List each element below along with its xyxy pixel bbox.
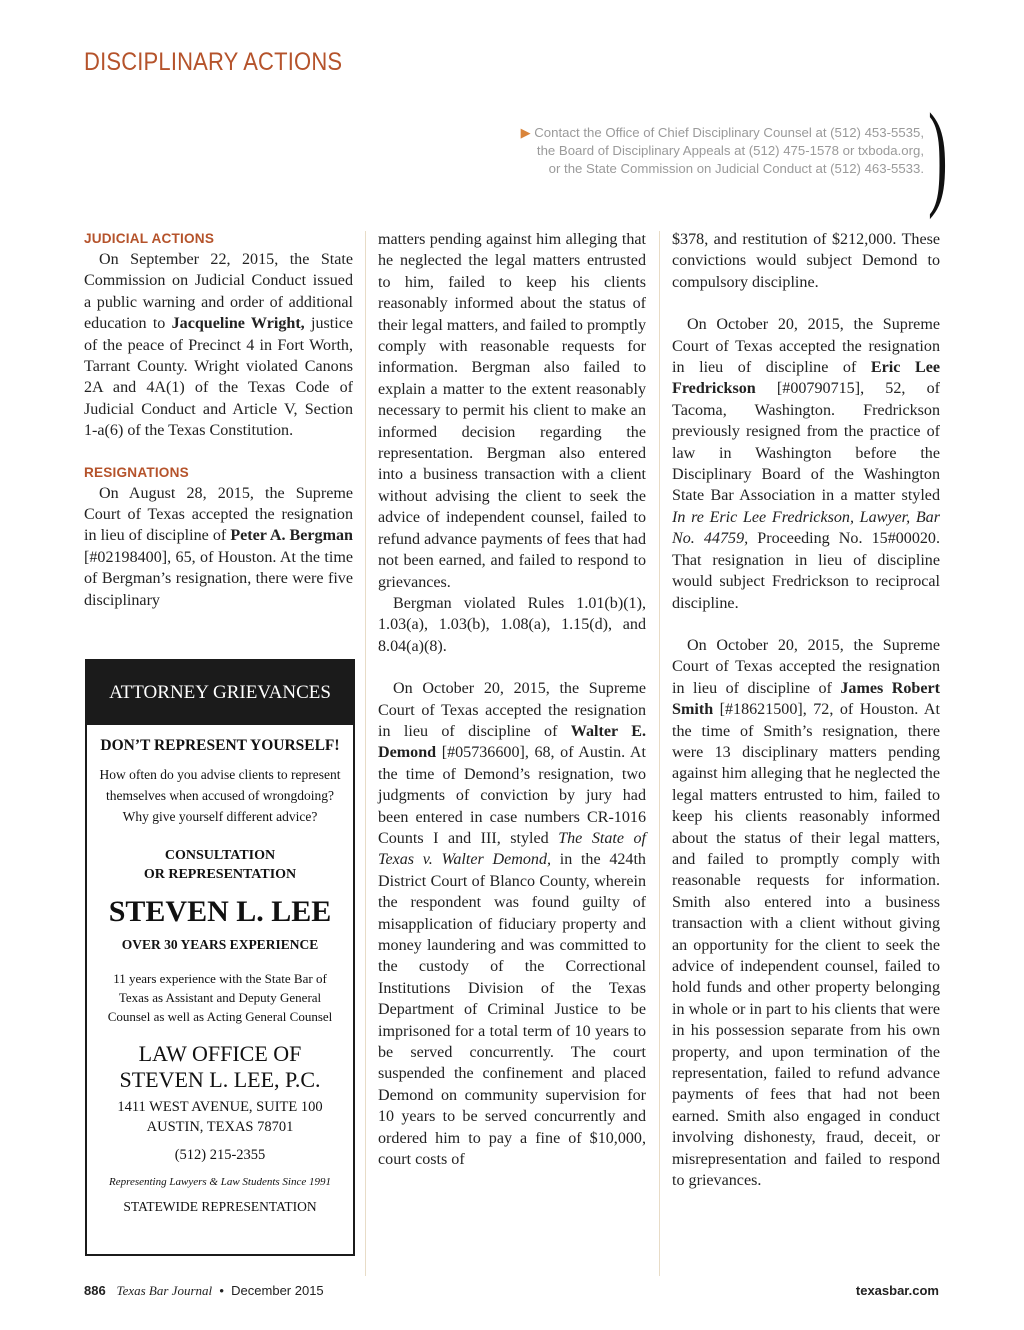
contact-line-1: Contact the Office of Chief Disciplinary Counsel at (512) 453-5535, — [534, 125, 924, 140]
ad-attorney-name: STEVEN L. LEE — [108, 895, 332, 928]
page-footer — [84, 1283, 324, 1299]
ad-address: AUSTIN, TEXAS 78701 — [146, 1119, 294, 1135]
column-3 — [672, 229, 940, 1191]
column-divider — [365, 231, 366, 1276]
ad-bio: Counsel as well as Acting General Counsel — [107, 1009, 333, 1024]
section-title: DISCIPLINARY ACTIONS — [84, 48, 343, 76]
contact-line-3: or the State Commission on Judicial Conduct at (512) 463-5533. — [548, 161, 924, 176]
rules-violated-paragraph: Bergman violated Rules 1.01(b)(1), 1.03(a), 1.03(b), 1.08(a), 1.15(d), and 8.04(a)(8). — [378, 594, 646, 655]
judicial-action-paragraph: On September 22, 2015, the State Commission on Judicial Conduct issued a public warning and order of additional education to Jacqueline Wright, justice of the peace of Precinct 4 in Fort Worth, Tarrant County. Wright violated Canons 2A and 4A(1) of the Texas Code of Judicial Conduct and Article V, Section 1-a(6) of the Texas Constitution. — [84, 251, 353, 440]
publication-name: Texas Bar Journal — [116, 1283, 213, 1298]
resignation-paragraph-continued: $378, and restitution of $212,000. These convictions would subject Demond to compulsory discipline. — [672, 231, 940, 291]
ad-banner: ATTORNEY GRIEVANCES — [87, 661, 353, 725]
respondent-name: James Robert Smith — [672, 679, 940, 719]
resignation-paragraph-continued: matters pending against him alleging that he neglected the legal matters entrusted to him, failed to keep his clients reasonably informed about the status of their legal matters, and failed to promptly comply with reasonable requests for information. Bergman also failed to explain a matter to the extent reasonably necessary to permit his client to make an informed decision regarding the representation. Bergman also entered into a business transaction with a client without advising the client to seek the advice of independent counsel, failed to refund advance payments of fees that had not been earned, and failed to respond to grievances. — [378, 231, 646, 591]
resignation-paragraph: On October 20, 2015, the Supreme Court of Texas accepted the resignation in lieu of discipline of Eric Lee Fredrickson [#00790715], 52, of Tacoma, Washington. Fredrickson previously resigned from the practice of law in Washington before the Disciplinary Board of the Washington State Bar Association in a matter styled In re Eric Lee Fredrickson, Lawyer, Bar No. 44759, Proceeding No. 15#00020. That resignation in lieu of discipline would subject Fredrickson to reciprocal discipline. — [672, 316, 941, 612]
attorney-grievances-ad — [85, 659, 355, 1256]
ad-firm-name: STEVEN L. LEE, P.C. — [119, 1067, 321, 1092]
ad-service: OR REPRESENTATION — [143, 867, 297, 882]
ad-phone: (512) 215-2355 — [174, 1147, 266, 1163]
case-style: In re Eric Lee Fredrickson, Lawyer, Bar No. 44759, — [672, 508, 940, 548]
column-2 — [378, 229, 646, 1170]
ad-coverage: STATEWIDE REPRESENTATION — [123, 1199, 317, 1214]
case-style: The State of Texas v. Walter Demond, — [378, 829, 646, 869]
website-link[interactable]: texasbar.com — [855, 1283, 939, 1298]
respondent-name: Jacqueline Wright, — [171, 315, 305, 333]
respondent-name: Eric Lee Fredrickson — [672, 359, 940, 398]
issue-date: December 2015 — [231, 1283, 324, 1298]
ad-tagline: Representing Lawyers & Law Students Since 1991 — [108, 1176, 332, 1188]
column-1 — [84, 229, 353, 611]
respondent-name: Walter E. Demond — [378, 722, 646, 762]
contact-info — [521, 124, 924, 178]
resignation-paragraph: On October 20, 2015, the Supreme Court of Texas accepted the resignation in lieu of discipline of Walter E. Demond [#05736600], 68, of Austin. At the time of Demond’s resignation, two judgments of conviction by jury had been entered in case numbers CR-1016 Counts I and III, styled The State of Texas v. Walter Demond, in the 424th District Court of Blanco County, wherein the respondent was found guilty of misapplication of fiduciary property and money laundering and was committed to the custody of the Correctional Institutions Division of the Texas Department of Criminal Justice to be imprisoned for a total term of 10 years to be served concurrently. The court suspended the confinement and placed Demond on community supervision for 10 years to be served concurrently and ordered him to pay a fine of $10,000, court costs of — [378, 680, 646, 1169]
ad-experience: OVER 30 YEARS EXPERIENCE — [121, 937, 319, 952]
triangle-arrow-icon: ▶ — [520, 125, 531, 140]
column-divider — [659, 231, 660, 1276]
ad-bio: 11 years experience with the State Bar of — [113, 971, 327, 986]
judicial-actions-heading: JUDICIAL ACTIONS — [84, 231, 215, 246]
resignation-paragraph: On August 28, 2015, the Supreme Court of Texas accepted the resignation in lieu of discipline of Peter A. Bergman [#02198400], 65, of Houston. At the time of Bergman’s resignation, there were five disciplinary — [84, 484, 353, 609]
ad-question: Why give yourself different advice? — [122, 809, 318, 824]
respondent-name: Peter A. Bergman — [230, 527, 353, 545]
ad-headline: DON’T REPRESENT YOURSELF! — [100, 737, 340, 754]
ad-bio: Texas as Assistant and Deputy General — [118, 990, 322, 1005]
ad-firm-name: LAW OFFICE OF — [138, 1041, 302, 1066]
ad-address: 1411 WEST AVENUE, SUITE 100 — [117, 1099, 323, 1115]
resignations-heading: RESIGNATIONS — [84, 464, 189, 480]
ad-service: CONSULTATION — [164, 848, 276, 863]
page-number: 886 — [84, 1283, 106, 1298]
ad-question: How often do you advise clients to represent — [99, 767, 341, 782]
resignation-paragraph: On October 20, 2015, the Supreme Court of Texas accepted the resignation in lieu of discipline of James Robert Smith [#18621500], 72, of Houston. At the time of Smith’s resignation, there were 13 disciplinary matters pending against him alleging that he neglected the legal matters entrusted to him, failed to keep his clients reasonably informed about the status of their legal matters, and failed to promptly comply with reasonable requests for information. Smith also entered into a business transaction with a client without giving an opportunity for the client to seek the advice of independent counsel, failed to hold funds and other property belonging in whole or in part to his clients that were in his possession separate from his own property, and upon termination of the representation, failed to refund advance payments of fees that had not been earned. Smith also engaged in conduct involving dishonesty, fraud, deceit, or misrepresentation and failed to respond to grievances. — [672, 636, 940, 1190]
contact-line-2: the Board of Disciplinary Appeals at (512) 475-1578 or txboda.org, — [536, 143, 924, 158]
footer-separator: • — [219, 1283, 224, 1298]
ad-question: themselves when accused of wrongdoing? — [106, 788, 334, 803]
decorative-parenthesis: ) — [928, 89, 948, 220]
